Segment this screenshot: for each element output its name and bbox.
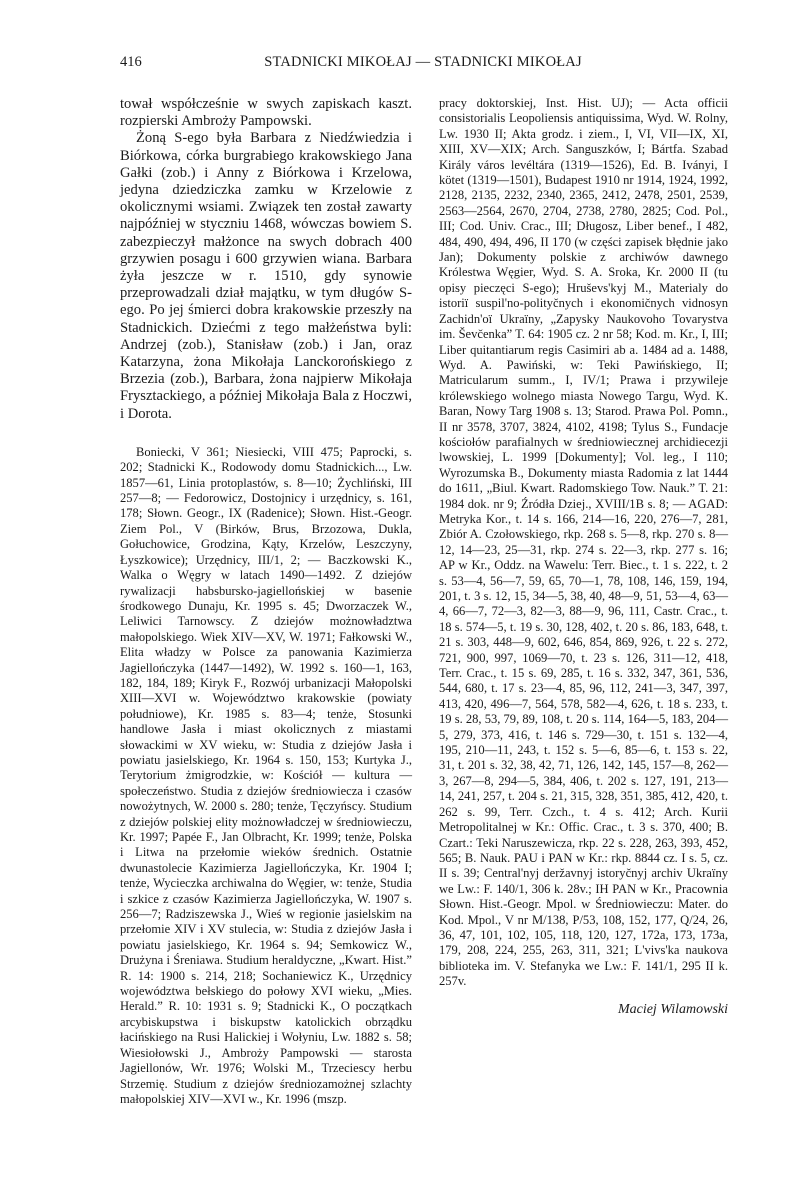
bibliography-start: Boniecki, V 361; Niesiecki, VIII 475; Paprocki, s. 202; Stadnicki K., Rodowody domu Stadnickich..., Lw. 1857—61, Linia protoplastów, s. 8—10; Żychliński, III 257—8; — Fedorowicz, Dostojnicy i urzędnicy, s. 161, 178; Słown. Geogr., IX (Radenice); Słown. Hist.-Geogr. Ziem Pol., V (Birków, Brus, Brzozowa, Dukla, Gołuchowice, Grodzina, Kąty, Krzelów, Leszczyny, Łyszkowice); Urzędnicy, III/1, 2; — Baczkowski K., Walka o Węgry w latach 1490—1492. Z dziejów rywalizacji habsbursko-jagiellońskiej w basenie środkowego Dunaju, Kr. 1995 s. 45; Dworzaczek W., Leliwici Tarnowscy. Z dziejów możnowładztwa małopolskiego. Wiek XIV—XV, W. 1971; Fałkowski W., Elita władzy w Polsce za panowania Kazimierza Jagiellończyka (1447—1492), W. 1992 s. 160—1, 163, 182, 184, 189; Kiryk F., Rozwój urbanizacji Małopolski XIII—XVI w. Województwo krakowskie (powiaty południowe), Kr. 1985 s. 83—4; tenże, Stosunki handlowe Jasła i miast okolicznych z miastami słowackimi w XV wieku, w: Studia z dziejów Jasła i powiatu jasielskiego, Kr. 1964 s. 150, 153; Kurtyka J., Terytorium żmigrodzkie, w: Kościół — kultura — społeczeństwo. Studia z dziejów średniowiecza i czasów nowożytnych, W. 2000 s. 280; tenże, Tęczyńscy. Studium z dziejów polskiej elity możnowładczej w średniowieczu, Kr. 1997; Papée F., Jan Olbracht, Kr. 1999; tenże, Polska i Litwa na przełomie wieków średnich. Ostatnie dwunastolecie Kazimierza Jagiellończyka, Kr. 1904 I; tenże, Wycieczka archiwalna do Węgier, w: tenże, Studia i szkice z czasów Kazimierza Jagiellończyka, W. 1907 s. 256—7; Radziszewska J., Wieś w regionie jasielskim na przełomie XIV i XV stulecia, w: Studia z dziejów Jasła i powiatu jasielskiego, Kr. 1964 s. 94; Semkowicz W., Drużyna i Śreniawa. Studium heraldyczne, „Kwart. Hist.” R. 14: 1900 s. 214, 218; Sochaniewicz K., Urzędnicy województwa bełskiego do połowy XVI wieku, „Mies. Herald.” R. 10: 1931 s. 9; Stadnicki K., O początkach arcybiskupstwa i biskupstw katolickich obrządku łacińskiego na Rusi Halickiej i Wołyniu, Lw. 1882 s. 58; Wiesiołowski J., Ambroży Pampowski — starosta Jagiellonów, Wr. 1976; Wolski M., Trzeciescy herbu Strzemię. Studium z dziejów średniozamożnej szlachty małopolskiej XIV—XVI w., Kr. 1996 (mszp. <box>120 444 412 1106</box>
left-column <box>120 96 412 1107</box>
page-header <box>120 54 726 76</box>
right-column <box>439 96 728 1018</box>
body-paragraph-marriage: Żoną S-ego była Barbara z Niedźwiedzia i Biórkowa, córka burgrabiego krakowskiego Jana Gałki (zob.) i Anny z Biórkowa i Krzelowa, jedyna dziedziczka zamku w Krzelowie z okolicznymi wsiami. Związek ten został zawarty najpóźniej w styczniu 1468, wówczas bowiem S. zabezpieczył małżonce na swych dobrach 400 grzywien posagu i 600 grzywien wiana. Barbara żyła jeszcze w r. 1510, gdy synowie przeprowadzali dział majątku, w tym długów S-ego. Po jej śmierci dobra krakowskie przeszły na Stadnickich. Dziećmi z tego małżeństwa byli: Andrzej (zob.), Stanisław (zob.) i Jan, oraz Katarzyna, żona Mikołaja Lanckorońskiego z Brzezia (zob.), Barbara, żona najpierw Mikołaja Frysztackiego, a później Mikołaja Bala z Hoczwi, i Dorota. <box>120 130 412 422</box>
page-number: 416 <box>120 54 142 70</box>
body-paragraph-continued: tował współcześnie w swych zapiskach kaszt. rozpierski Ambroży Pampowski. <box>120 96 412 130</box>
running-head: STADNICKI MIKOŁAJ — STADNICKI MIKOŁAJ <box>264 54 582 70</box>
author-signature: Maciej Wilamowski <box>617 1001 728 1017</box>
bibliography-continued: pracy doktorskiej, Inst. Hist. UJ); — Acta officii consistorialis Leopoliensis antiquissima, Wyd. W. Rolny, Lw. 1930 II; Akta grodz. i ziem., I, VI, VII—IX, XI, XIII, XV—XIX; Arch. Sanguszków, I; Bártfa. Szabad Király város levéltára (1319—1526), Ed. B. Iványi, I kötet (1319—1501), Budapest 1910 nr 1914, 1924, 1992, 2128, 2135, 2232, 2340, 2365, 2412, 2478, 2501, 2539, 2563—2564, 2670, 2704, 2738, 2780, 2825; Cod. Pol., III; Cod. Univ. Crac., III; Długosz, Liber benef., I 482, 484, 490, 494, 496, II 170 (w części zapisek błędnie jako Jan); Dokumenty polskie z archiwów dawnego Królestwa Węgier, Wyd. S. A. Sroka, Kr. 2000 II (tu opisy pieczęci S-ego); Hruševs'kyj M., Materialy do istoriï suspil'no-polityčnych i ekonomičnych vidnosyn Zachidn'oï Ukraïny, „Zapysky Naukovoho Tovarystva im. Ševčenka” T. 64: 1905 cz. 2 nr 58; Kod. m. Kr., I, III; Liber quitantiarum regis Casimiri ab a. 1484 ad a. 1488, Wyd. A. Pawiński, w: Teki Pawińskiego, II; Matricularum summ., I, IV/1; Prawa i przywileje królewskiego wolnego miasta Nowego Targu, Wyd. K. Baran, Nowy Targ 1908 s. 13; Starod. Prawa Pol. Pomn., II nr 3578, 3707, 3824, 4102, 4198; Tylus S., Fundacje kościołów parafialnych w średniowiecznej archidiecezji lwowskiej, L. 1999 [Dokumenty]; Vol. leg., I 110; Wyrozumska B., Dokumenty miasta Radomia z lat 1444 do 1611, „Biul. Kwart. Radomskiego Tow. Nauk.” T. 21: 1984 dok. nr 9; Źródła Dziej., XVIII/1B s. 8; — AGAD: Metryka Kor., t. 14 s. 166, 214—16, 220, 276—7, 281, Zbiór A. Czołowskiego, rkp. 268 s. 5—8, rkp. 270 s. 8—12, 14—23, 25—31, rkp. 274 s. 22—3, rkp. 277 s. 16; AP w Kr., Oddz. na Wawelu: Terr. Biec., t. 1 s. 222, t. 2 s. 53—4, 56—7, 59, 65, 70—1, 78, 108, 146, 159, 194, 201, t. 3 s. 12, 15, 34—5, 38, 40, 48—9, 51, 53—4, 63—4, 66—7, 72—3, 82—3, 88—9, 96, 111, Castr. Crac., t. 18 s. 574—5, t. 19 s. 30, 128, 402, t. 20 s. 86, 183, 648, t. 21 s. 303, 448—9, 602, 646, 854, 869, 926, t. 22 s. 272, 721, 900, 997, 1069—70, t. 23 s. 126, 311—12, 418, Terr. Crac., t. 15 s. 69, 285, t. 16 s. 332, 347, 361, 536, 544, 680, t. 17 s. 23—4, 85, 96, 112, 241—3, 347, 397, 413, 420, 496—7, 564, 578, 582—4, 626, t. 18 s. 233, t. 19 s. 28, 53, 79, 89, 108, t. 20 s. 114, 164—5, 183, 204—5, 279, 373, 416, t. 146 s. 729—30, t. 151 s. 132—4, 195, 210—11, 243, t. 152 s. 5—6, 85—6, t. 153 s. 22, 31, t. 201 s. 32, 38, 42, 71, 126, 142, 145, 157—8, 262—3, 267—8, 294—5, 384, 406, t. 202 s. 127, 191, 213—14, 241, 257, t. 204 s. 21, 315, 328, 351, 385, 412, 420, t. 262 s. 99, Terr. Czch., t. 4 s. 412; Arch. Kurii Metropolitalnej w Kr.: Offic. Crac., t. 3 s. 370, 400; B. Czart.: Teki Naruszewicza, rkp. 22 s. 228, 263, 393, 452, 565; B. Nauk. PAU i PAN w Kr.: rkp. 8844 cz. I s. 5, cz. II s. 39; Central'nyj deržavnyj istoryčnyj archiv Ukraïny we Lw.: F. 140/1, 306 k. 28v.; IH PAN w Kr., Pracownia Słown. Hist.-Geogr. Mpol. w Średniowieczu: Mater. do Kod. Mpol., V nr M/138, P/53, 108, 152, 177, Q/24, 26, 36, 47, 101, 102, 105, 118, 120, 127, 172a, 173, 173a, 179, 208, 224, 255, 263, 311, 321; L'vivs'ka naukova biblioteka im. V. Stefanyka we Lw.: F. 141/1, 295 II k. 257v. <box>439 96 728 989</box>
